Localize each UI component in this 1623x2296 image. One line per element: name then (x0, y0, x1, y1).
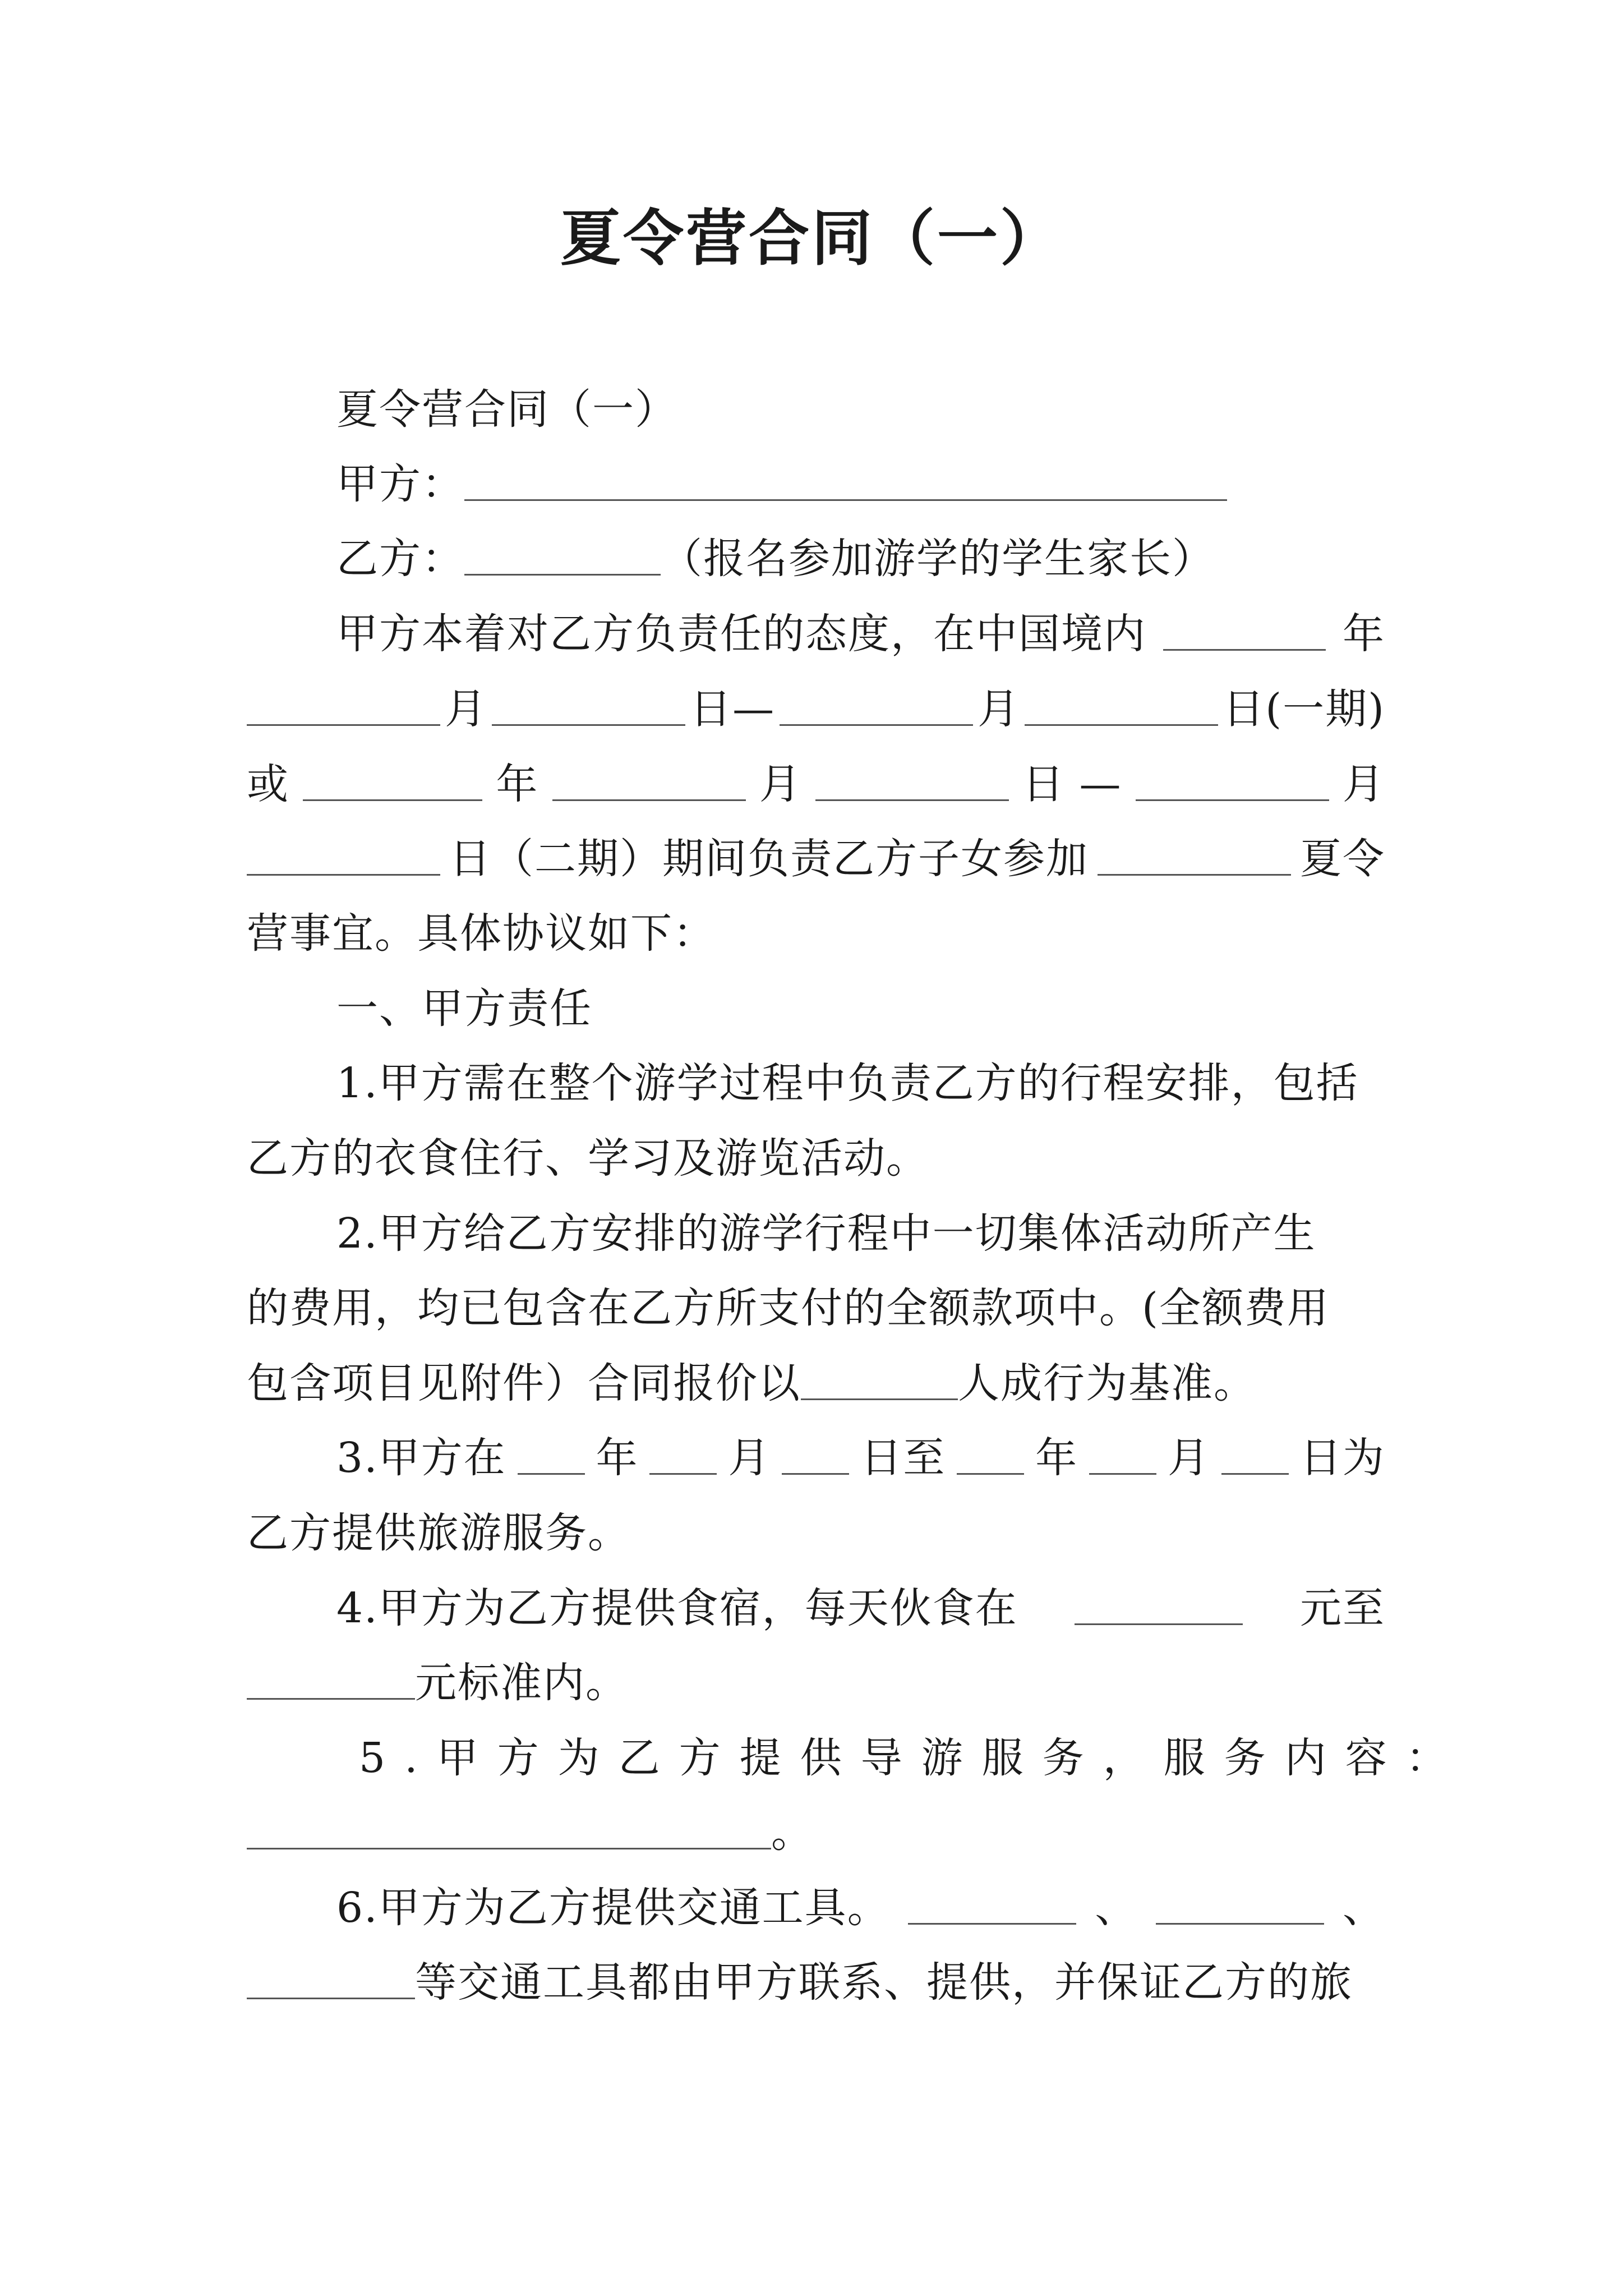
clause-3-blank (782, 1427, 849, 1475)
clause-2-line-1: 2.甲方给乙方安排的游学行程中一切集体活动所产生 (336, 1209, 1316, 1258)
intro-camp-blank (1098, 828, 1291, 876)
clause-year-label: 年 (1035, 1434, 1078, 1482)
intro-month-label: 月 (1342, 760, 1385, 808)
clause-1-line-1 (336, 1052, 1385, 1114)
clause-separator: 、 (1342, 1884, 1385, 1932)
clause-6-transport-blank (247, 1952, 415, 1999)
clause-text: 包含项目见附件）合同报价以 (247, 1359, 801, 1407)
clause-text: 6.甲方为乙方提供交通工具。 (336, 1884, 890, 1932)
intro-blank (303, 753, 482, 801)
clause-year-label: 年 (596, 1434, 639, 1482)
intro-blank (247, 678, 440, 726)
intro-month-label: 月 (445, 685, 488, 733)
intro-period-2-text: 日（二期）期间负责乙方子女参加 (449, 835, 1089, 883)
clause-3-line-2: 乙方提供旅游服务。 (247, 1509, 630, 1557)
clause-3-blank (649, 1427, 717, 1475)
clause-1-line-2: 乙方的衣食住行、学习及游览活动。 (247, 1134, 929, 1182)
party-b-line (336, 528, 1385, 590)
intro-blank (815, 753, 1009, 801)
clause-2-line-2: 的费用，均已包含在乙方所支付的全额款项中。(全额费用 (247, 1284, 1330, 1332)
document-title: 夏令营合同（一） (560, 203, 1063, 274)
clause-3-line-1 (336, 1427, 1385, 1489)
intro-blank (780, 678, 973, 726)
intro-year-label: 年 (1343, 610, 1385, 658)
party-a-blank (464, 453, 1227, 501)
clause-2-people-blank (801, 1352, 958, 1400)
clause-text: 元标准内。 (415, 1659, 628, 1707)
intro-camp-label: 夏令 (1300, 835, 1385, 883)
section-heading: 一、甲方责任 (336, 984, 592, 1033)
clause-3-blank (518, 1427, 585, 1475)
intro-line-3 (247, 753, 1385, 815)
clause-5-line-2 (247, 1802, 1385, 1864)
intro-year-blank (1163, 603, 1326, 651)
intro-blank (1025, 678, 1218, 726)
clause-2-line-3 (247, 1352, 1385, 1414)
intro-month-label: 月 (759, 760, 802, 808)
clause-separator: 、 (1095, 1884, 1138, 1932)
clause-4-max-blank (247, 1652, 415, 1700)
clause-text: 1.甲方需在整个游学过程中负责乙方的行程安排，包括 (336, 1059, 1359, 1107)
party-b-note: （报名参加游学的学生家长） (661, 535, 1215, 583)
intro-or-label: 或 (247, 760, 289, 808)
intro-day-label: 日— (690, 685, 776, 733)
clause-3-blank (1221, 1427, 1289, 1475)
clause-text: 人成行为基准。 (958, 1359, 1256, 1407)
clause-5-line-1: 5.甲方为乙方提供导游服务，服务内容： (359, 1734, 1467, 1782)
clause-month-label: 月 (1167, 1434, 1210, 1482)
clause-4-min-blank (1075, 1577, 1243, 1625)
party-a-line (336, 453, 1385, 515)
clause-6-transport-blank (1156, 1877, 1324, 1925)
clause-text: 。 (771, 1809, 814, 1857)
intro-blank (1136, 753, 1329, 801)
clause-day-label: 日至 (860, 1434, 946, 1482)
intro-line-4 (247, 828, 1385, 890)
intro-month-label: 月 (978, 685, 1021, 733)
clause-6-transport-blank (908, 1877, 1076, 1925)
clause-text: 3.甲方在 (336, 1434, 506, 1482)
clause-text: 元至 (1299, 1584, 1385, 1632)
intro-day-label: 日 — (1022, 760, 1122, 808)
document-subtitle: 夏令营合同（一） (336, 385, 677, 434)
clause-text: 4.甲方为乙方提供食宿，每天伙食在 (336, 1584, 1018, 1632)
intro-line-5: 营事宜。具体协议如下： (247, 909, 716, 958)
party-a-label: 甲方： (336, 460, 464, 508)
clause-3-blank (957, 1427, 1024, 1475)
clause-6-line-2 (247, 1952, 1385, 2013)
clause-6-line-1 (336, 1877, 1385, 1939)
clause-text: 等交通工具都由甲方联系、提供，并保证乙方的旅 (415, 1958, 1353, 2007)
party-b-label: 乙方： (336, 535, 464, 583)
party-b-blank (464, 528, 661, 576)
intro-year-label: 年 (496, 760, 539, 808)
intro-line-2 (247, 678, 1385, 740)
intro-blank (552, 753, 746, 801)
intro-line-1 (336, 603, 1385, 665)
intro-period-1-label: 日(一期) (1223, 685, 1385, 733)
intro-text: 甲方本着对乙方负责任的态度，在中国境内 (336, 610, 1146, 658)
clause-4-line-1 (336, 1577, 1385, 1639)
intro-blank (247, 828, 440, 876)
clause-3-blank (1089, 1427, 1156, 1475)
intro-blank (492, 678, 685, 726)
clause-month-label: 月 (728, 1434, 771, 1482)
clause-day-label: 日为 (1299, 1434, 1385, 1482)
clause-4-line-2 (247, 1652, 1385, 1714)
clause-5-content-blank (247, 1802, 771, 1849)
